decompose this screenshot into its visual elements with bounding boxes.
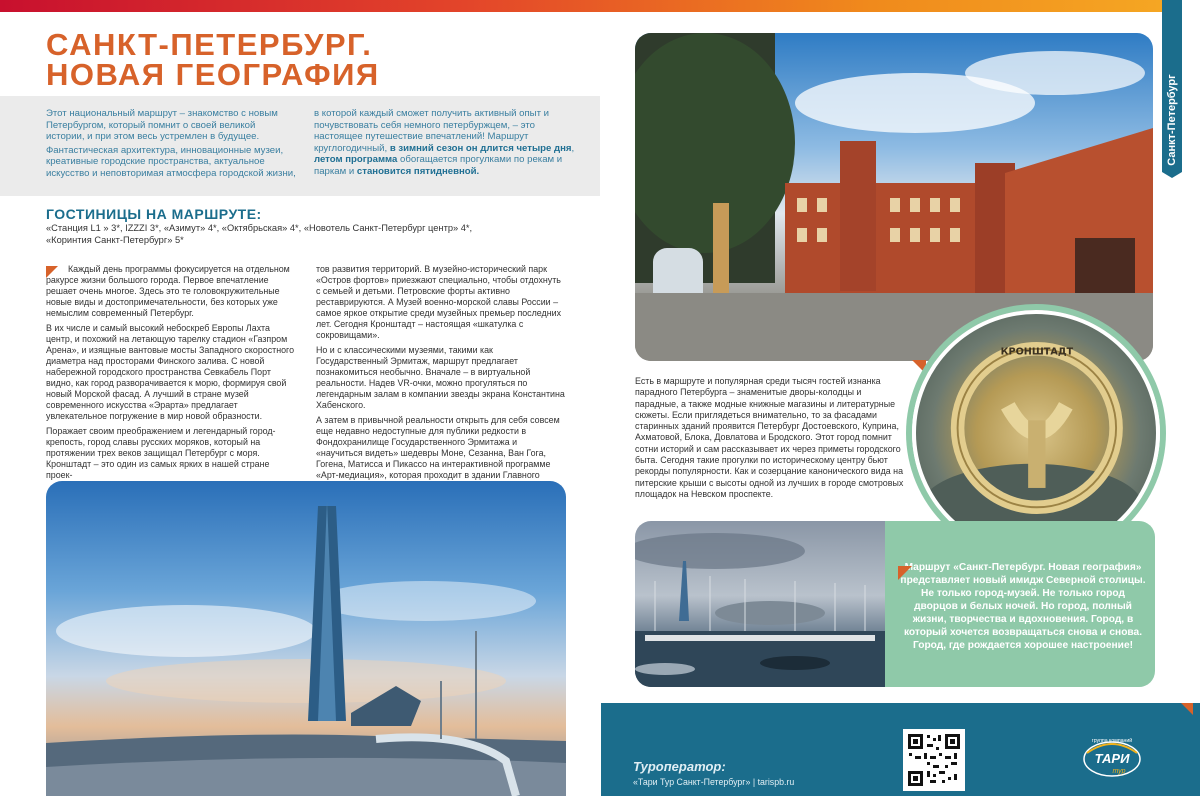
intro-paragraph: Фантастическая архитектура, инновационные музеи, креативные городские пространства, актуальное искусство и неповторимая атмосфера городской жизни, <box>46 144 296 179</box>
title-line-1: САНКТ-ПЕТЕРБУРГ. <box>46 27 373 62</box>
intro-column-2 <box>314 108 582 180</box>
title-line-2: НОВАЯ ГЕОГРАФИЯ <box>46 57 380 92</box>
sevkabel-port-photo <box>635 33 1153 361</box>
qr-code[interactable] <box>903 729 965 791</box>
body-paragraph: Но и с классическими музеями, такими как Государственный Эрмитаж, маршрут предлагает познакомиться необычно. Вначале – в виртуальной реальности. Надев VR-очки, можно прогуляться по легендарным залам в компании звезды экрана Константина Хабенского. <box>316 345 565 410</box>
operator-info: «Тари Тур Санкт-Петербург» | tarispb.ru <box>633 777 795 787</box>
orange-corner-marker <box>912 360 926 374</box>
top-gradient-bar <box>0 0 1162 12</box>
footer-panel <box>601 703 1200 796</box>
logo-main-text: ТАРИ <box>1094 751 1130 766</box>
tari-tour-logo <box>1081 729 1143 785</box>
city-illustration <box>635 33 1153 361</box>
intro-block <box>0 96 600 196</box>
intro-highlight: становится пятидневной. <box>356 165 480 177</box>
hotels-list: «Станция L1 » 3*, IZZZI 3*, «Азимут» 4*, «Октябрьская» 4*, «Новотель Санкт-Петербург центр» 4*, «Коринтия Санкт-Петербург» 5* <box>46 223 473 245</box>
orange-corner-marker <box>898 566 912 580</box>
intro-highlight: летом программа <box>314 154 398 166</box>
body-column-1 <box>46 264 298 485</box>
qr-code-icon <box>903 729 965 791</box>
intro-text: в которой каждый сможет получить активный опыт и почувствовать себя немного петербуржцем, – это настоящее путешествие впечатлений! Маршрут круглогодичный, <box>314 108 549 154</box>
sundial-label: КРОНШТАДТ <box>1000 346 1074 358</box>
right-column-text: Есть в маршруте и популярная среди тысяч гостей изнанка парадного Петербурга – знаменитые дворы-колодцы и парадные, а также модные книжные магазины и литературные сюжеты. Если приглядеться внимательно, то за фасадами старинных зданий проявится Петербург Достоевского, Куприна, Ахматовой, Блока, Довлатова и Бродского. Этот город помнит сотни историй и сам рассказывает их через приметы городского быта. Сегодня такие прогулки по историческому центру бьют рекорды популярности. Как и созерцание канонического вида на питерские крыши с высоты одной из лучших в городе смотровых площадок на Невском проспекте. <box>635 376 904 499</box>
body-paragraph: В их числе и самый высокий небоскреб Европы Лахта центр, и похожий на летающую тарелку стадион «Газпром Арена», и изящные вантовые мосты Западного скоростного диаметра над просторами Финского залива. С новой набережной городского пространства Севкабель Порт видно, как город разворачивается к морю, формируя свой новый Морской фасад. А лучший в стране музей современного искусства «Эрарта» предлагает увлекательное погружение в мир новой образности. <box>46 323 295 421</box>
body-text: Каждый день программы фокусируется на отдельном ракурсе жизни большого города. Первое впечатление решает очень многое. Здесь это те головокружительные новые виды и достопримечательности, без которых уже немыслим современный Петербург. <box>46 264 290 318</box>
intro-text: , <box>571 142 575 154</box>
tari-logo-icon <box>1081 729 1143 785</box>
intro-column-1 <box>46 108 296 182</box>
orange-corner-marker <box>1181 703 1193 715</box>
lakhta-illustration <box>46 481 566 796</box>
harbor-photo <box>635 521 885 687</box>
body-paragraph: тов развития территорий. В музейно-исторический парк «Остров фортов» приезжают специально, чтобы отдохнуть с семьей и детьми. Петровские форты активно реставрируются. А Музей военно-морской славы России – самое яркое открытие среди музейных премьер последних лет. Сегодня Кронштадт – настоящая «шкатулка с сокровищами». <box>316 264 562 340</box>
lakhta-center-photo <box>46 481 566 796</box>
body-paragraph: А затем в привычной реальности открыть для себя совсем еще недавно недоступные для публики редкости в Фондохранилище Государственного Эрмитажа и «научиться видеть» шедевры Моне, Сезанна, Ван Гога, Гогена, Матисса и Пикассо на интерактивной программе «Арт-медиация», которая проходит в здании Главного <box>316 415 560 480</box>
operator-heading: Туроператор: <box>633 759 726 774</box>
logo-top-text: группа компаний <box>1091 738 1133 744</box>
kronstadt-sundial-photo <box>912 310 1160 556</box>
intro-paragraph: Этот национальный маршрут – знакомство с новым Петербургом, который помнит о своей великой истории, и при этом весь устремлен в будущее. <box>46 108 278 143</box>
body-column-2 <box>316 264 566 496</box>
intro-highlight: в зимний сезон он длится четыре дня <box>389 142 572 154</box>
intro-paragraph <box>314 108 582 178</box>
side-tab-label: Санкт-Петербург <box>1166 74 1178 166</box>
section-side-tab <box>1162 0 1182 172</box>
side-tab-tip <box>1162 172 1182 178</box>
intro-text: обогащается прогулками по рекам и паркам и <box>314 154 563 177</box>
page-title <box>46 27 380 92</box>
summary-text: Маршрут «Санкт-Петербург. Новая география» представляет новый имидж Северной столицы. Не только город-музей. Не только город дворцов и белых ночей. Но город, полный жизни, творчества и вдохновения. Город, в который хочется возвращаться снова и снова. Город, где рождается хорошее настроение! <box>900 562 1146 651</box>
harbor-illustration <box>635 521 885 687</box>
body-paragraph <box>46 264 298 319</box>
sundial-illustration <box>916 314 1148 544</box>
body-paragraph: Поражает своим преображением и легендарный город-крепость, город славы русских моряков, который на протяжении трех веков защищал Петербург с моря. Кронштадт – это один из самых ярких в нашей стране проек- <box>46 426 276 480</box>
logo-sub-text: тур <box>1112 768 1126 775</box>
hotels-heading: ГОСТИНИЦЫ НА МАРШРУТЕ: <box>46 206 262 222</box>
summary-callout <box>885 521 1155 687</box>
